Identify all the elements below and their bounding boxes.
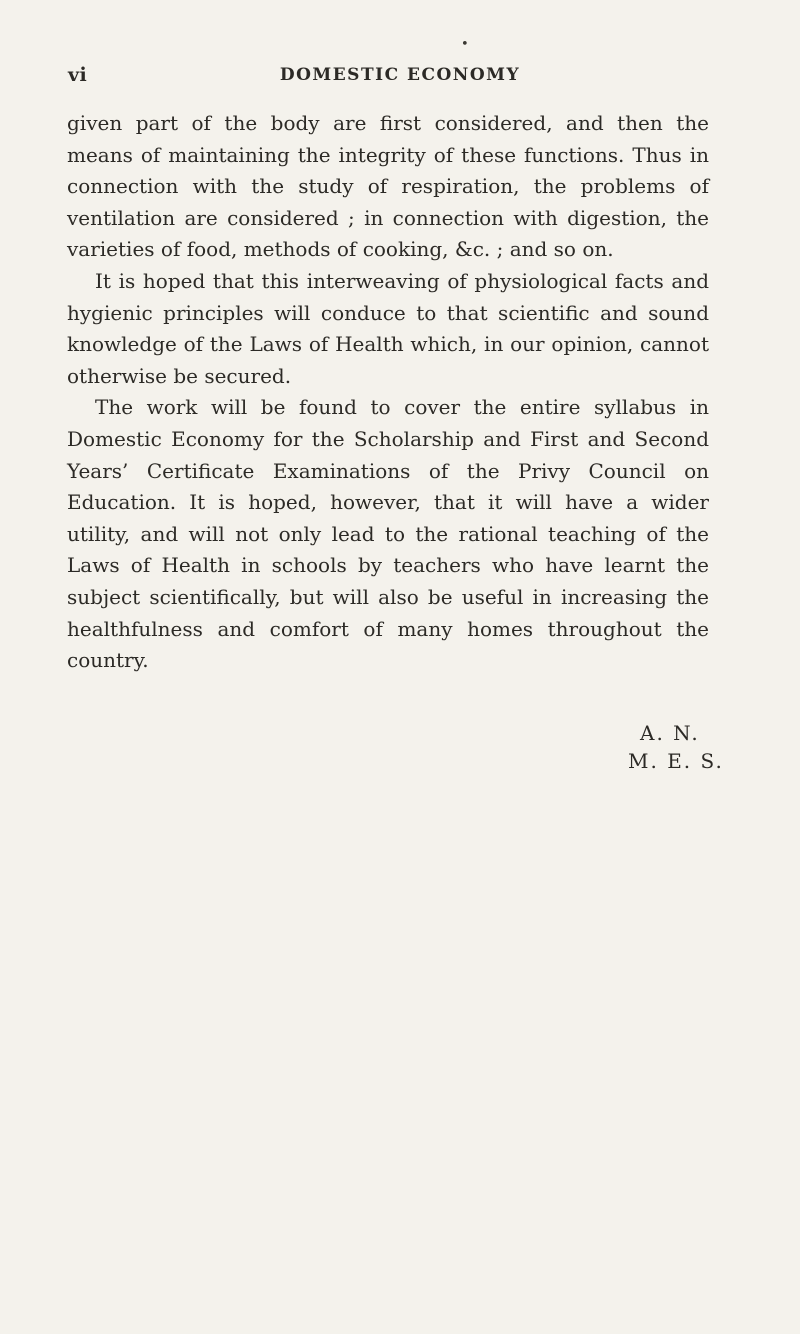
running-head: DOMESTIC ECONOMY [279, 65, 521, 85]
body-text [67, 108, 709, 677]
ornament-mark: • [461, 37, 469, 52]
paragraph-syllabus: The work will be found to cover the entire syllabus in Domestic Economy for the Scholarship and First and Second Years’ Certificate Examinations of the Privy Council on Education. It is hoped, however, that it will have a wider utility, and will not only lead to the rational teaching of the Laws of Health in schools by teachers who have learnt the subject scientifically, but will also be useful in increasing the healthfulness and comfort of many homes throughout the country. [67, 395, 709, 673]
signature-initials-1: A. N. [640, 721, 700, 745]
signature-block [628, 719, 724, 775]
paragraph-hope: It is hoped that this interweaving of physiological facts and hygienic principles will conduce to that scientific and sound knowledge of the Laws of Health which, in our opinion, cannot otherwise be secured. [67, 268, 709, 388]
page-number: vi [68, 64, 88, 86]
paragraph-continued: given part of the body are first considered, and then the means of maintaining the integrity of these functions. Thus in connection with the study of respiration, the problems of ventilation are considered ; in connection with digestion, the varieties of food, methods of cooking, &c. ; and so on. [67, 111, 709, 262]
page-header [68, 64, 732, 86]
signature-initials-2: M. E. S. [628, 749, 724, 773]
